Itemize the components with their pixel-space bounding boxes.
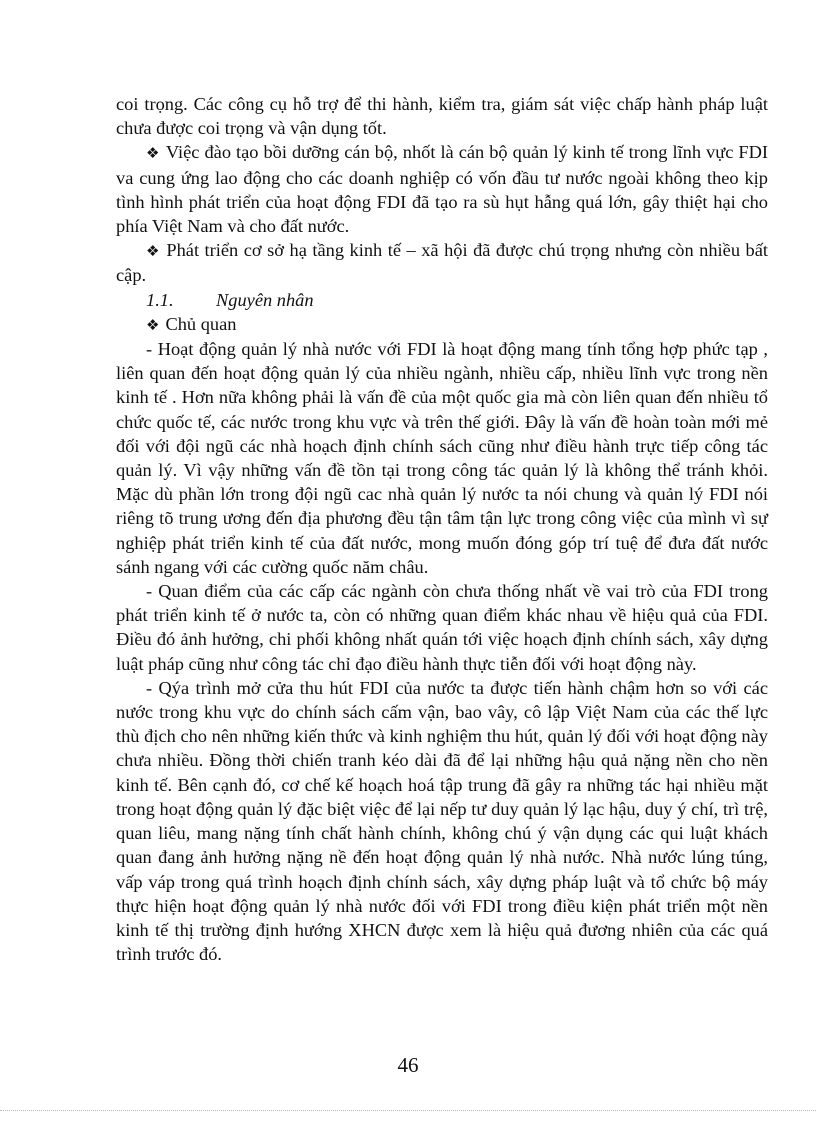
bullet-paragraph (116, 140, 768, 238)
bullet-paragraph (116, 312, 768, 337)
bullet-text: Chủ quan (165, 313, 237, 334)
bullet-text: Việc đào tạo bồi dưỡng cán bộ, nhốt là cán bộ quản lý kinh tế trong lĩnh vực FDI va cung ứng lao động cho các doanh nghiệp có vốn đầu tư nước ngoài không theo kịp tình hình phát triển của hoạt động FDI đã tạo ra sù hụt hẫng quá lớn, gây thiệt hại cho phía Việt Nam và cho đất nước. (116, 142, 769, 237)
body-paragraph: - Hoạt động quản lý nhà nước với FDI là hoạt động mang tính tổng hợp phức tạp , liên quan đến hoạt động quản lý của nhiều ngành, nhiều cấp, nhiều lĩnh vực trong nền kinh tế . Hơn nữa không phải là vấn đề của một quốc gia mà còn liên quan đến nhiều tổ chức quốc tế, các nước trong khu vực và trên thế giới. Đây là vấn đề hoàn toàn mới mẻ đối với đội ngũ các nhà hoạch định chính sách cũng như điều hành trực tiếp công tác quản lý. Vì vậy những vấn đề tồn tại trong công tác quản lý là không thể tránh khỏi. Mặc dù phần lớn trong đội ngũ cac nhà quản lý nước ta nói chung và quản lý FDI nói riêng tõ trung ương đến địa phương đều tận tâm tận lực trong công việc của mình vì sự nghiệp phát triển kinh tế của đất nước, mong muốn đóng góp trí tuệ để đưa đất nước sánh ngang với các cường quốc năm châu. (116, 339, 768, 577)
section-title: Nguyên nhân (216, 289, 314, 310)
page-number: 46 (397, 1053, 419, 1077)
body-paragraph: - Quan điểm của các cấp các ngành còn chưa thống nhất về vai trò của FDI trong phát triển kinh tế ở nước ta, còn có những quan điểm khác nhau về hiệu quả của FDI. Điều đó ảnh hưởng, chi phối không nhất quán tới việc hoạch định chính sách, xây dựng luật pháp cũng như công tác chỉ đạo điều hành thực tiễn đối với hoạt động này. (116, 581, 768, 674)
diamond-bullet-icon: ❖ (146, 242, 161, 261)
diamond-bullet-icon: ❖ (146, 144, 160, 163)
page-bottom-divider (0, 1110, 816, 1111)
section-number: 1.1. (146, 289, 174, 310)
bullet-paragraph (116, 238, 768, 287)
page-body (116, 92, 768, 966)
diamond-bullet-icon: ❖ (146, 315, 160, 334)
body-paragraph: - Qýa trình mở cửa thu hút FDI của nước ta được tiến hành chậm hơn so với các nước trong khu vực do chính sách cấm vận, bao vây, cô lập Việt Nam của các thế lực thù địch cho nên những kiến thức và kinh nghiệm thu hút, quản lý đối với hoạt động này chưa nhiều. Đồng thời chiến tranh kéo dài đã để lại những hậu quả nặng nền cho nền kinh tế. Bên cạnh đó, cơ chế kế hoạch hoá tập trung đã gây ra những tác hại nhiều mặt trong hoạt động quản lý đặc biệt việc để lại nếp tư duy quản lý lạc hậu, duy ý chí, trì trệ, quan liêu, mang nặng tính chất hành chính, không chú ý vận dụng các qui luật khách quan đang ảnh hưởng nặng nề đến hoạt động quản lý nhà nước. Nhà nước lúng túng, vấp váp trong quá trình hoạch định chính sách, xây dựng pháp luật và tổ chức bộ máy thực hiện hoạt động quản lý nhà nước đối với FDI trong điều kiện phát triển một nền kinh tế thị trường định hướng XHCN được xem là hiệu quả đương nhiên của các quá trình trước đó. (116, 677, 768, 965)
section-heading (116, 288, 768, 312)
bullet-text: Phát triển cơ sở hạ tầng kinh tế – xã hội đã được chú trọng nhưng còn nhiều bất cập. (116, 240, 768, 286)
body-paragraph: coi trọng. Các công cụ hỗ trợ để thi hành, kiểm tra, giám sát việc chấp hành pháp luật chưa được coi trọng và vận dụng tốt. (116, 94, 768, 139)
